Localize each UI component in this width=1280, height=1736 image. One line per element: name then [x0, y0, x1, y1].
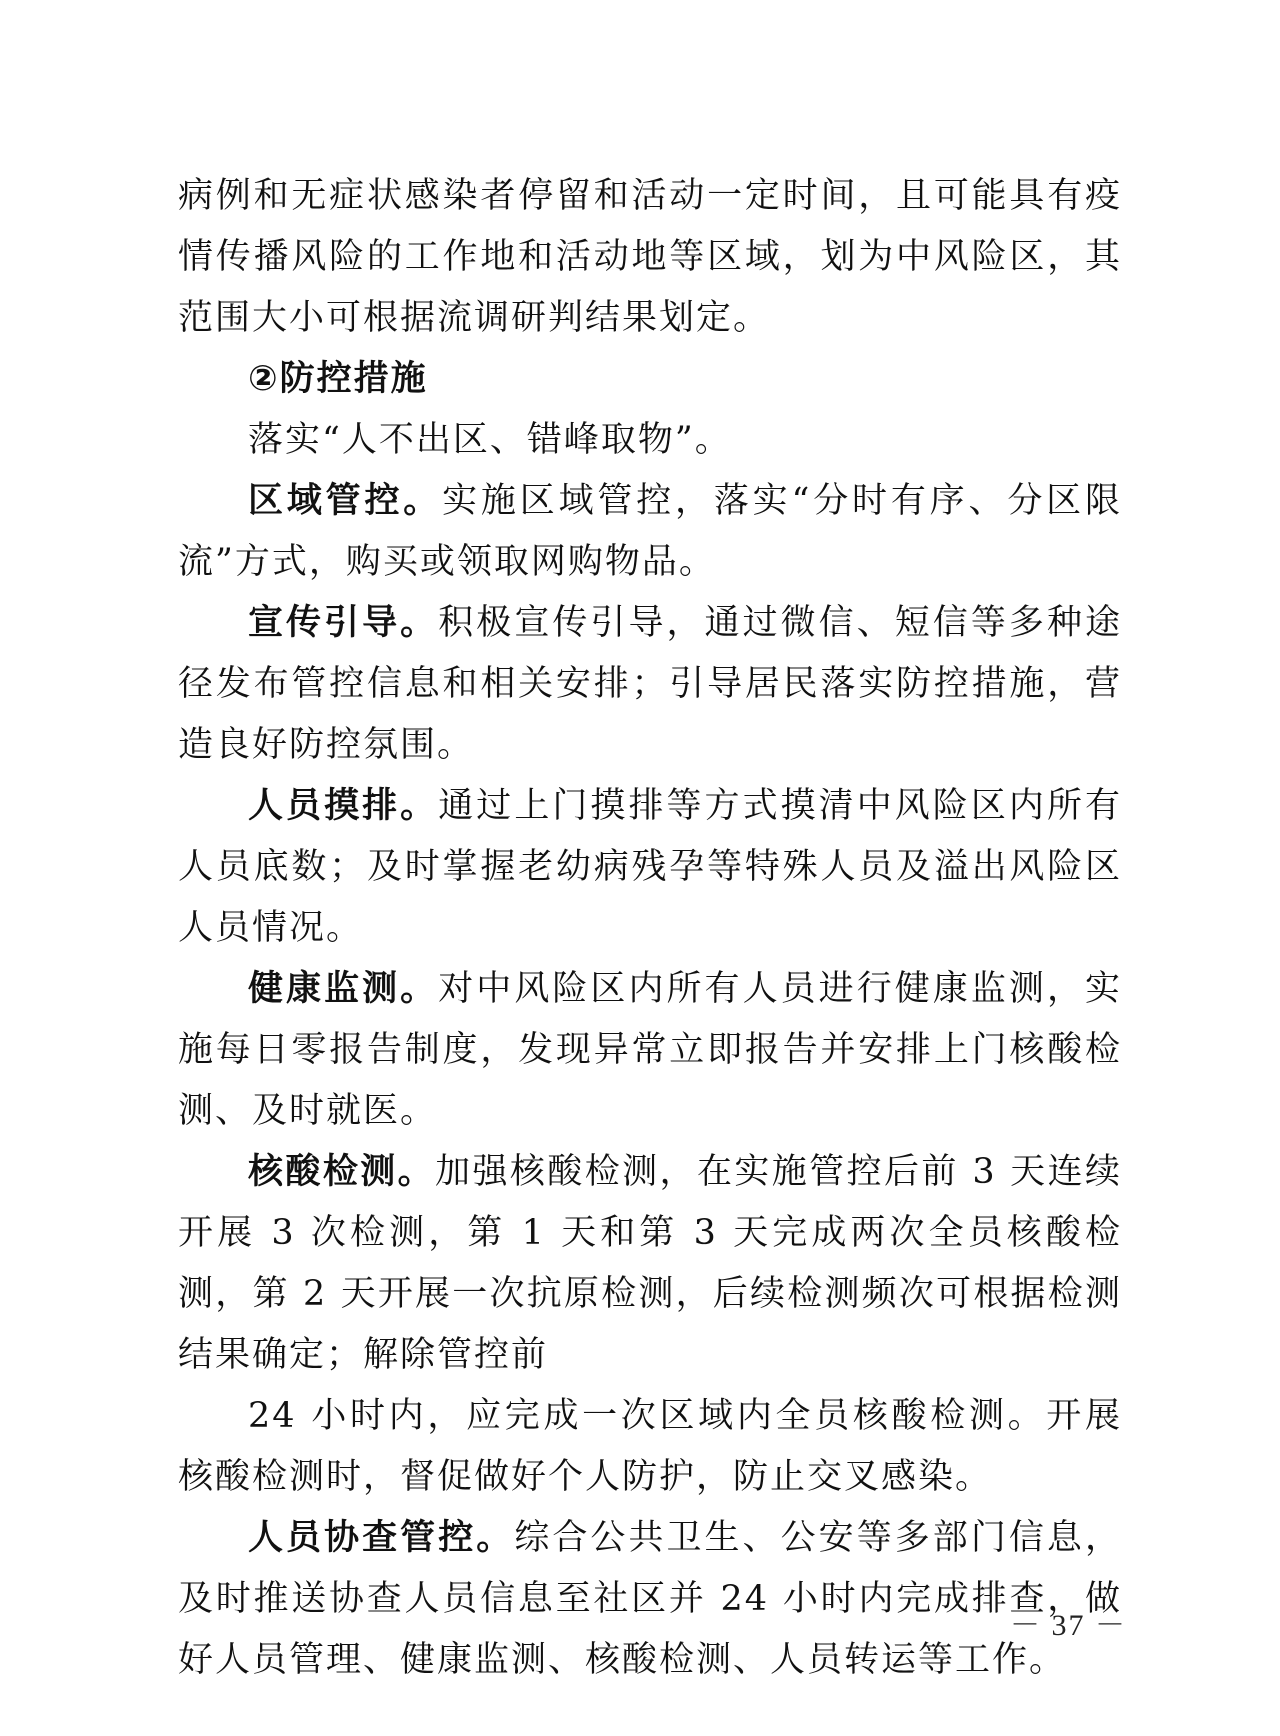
lead-health-monitoring: 健康监测。	[248, 969, 439, 1009]
lead-screening: 人员摸排。	[248, 786, 439, 826]
lead-area-control: 区域管控。	[248, 481, 443, 521]
page-number: － 37 －	[1010, 1609, 1127, 1642]
paragraph-tracing-control	[178, 1508, 1122, 1691]
text-health-monitoring: 对中风险区内所有人员进行健康监测，实施每日零报告制度，发现异常立即报告并安排上门核酸检测、及时就医。	[178, 969, 1122, 1131]
paragraph-risk-area: 病例和无症状感染者停留和活动一定时间，且可能具有疫情传播风险的工作地和活动地等区域，划为中风险区，其范围大小可根据流调研判结果划定。	[178, 176, 1122, 338]
paragraph-publicity	[178, 593, 1122, 776]
text-screening: 通过上门摸排等方式摸清中风险区内所有人员底数；及时掌握老幼病残孕等特殊人员及溢出风险区人员情况。	[178, 786, 1122, 948]
lead-nucleic-testing: 核酸检测。	[248, 1152, 436, 1192]
section-heading-control-measures: ②防控措施	[248, 359, 428, 399]
paragraph-health-monitoring	[178, 959, 1122, 1142]
paragraph-screening	[178, 776, 1122, 959]
text-nucleic-testing: 加强核酸检测，在实施管控后前 3 天连续开展 3 次检测，第 1 天和第 3 天完成两次全员核酸检测，第 2 天开展一次抗原检测，后续检测频次可根据检测结果确定；解除管控前	[178, 1152, 1122, 1375]
lead-publicity: 宣传引导。	[248, 603, 439, 643]
text-tracing-control: 综合公共卫生、公安等多部门信息，及时推送协查人员信息至社区并 24 小时内完成排查，做好人员管理、健康监测、核酸检测、人员转运等工作。	[178, 1518, 1122, 1680]
paragraph-area-control	[178, 471, 1122, 593]
text-publicity: 积极宣传引导，通过微信、短信等多种途径发布管控信息和相关安排；引导居民落实防控措施，营造良好防控氛围。	[178, 603, 1122, 765]
document-body	[178, 166, 1122, 1691]
paragraph-nucleic-testing	[178, 1142, 1122, 1386]
paragraph-nucleic-testing-continued: 24 小时内，应完成一次区域内全员核酸检测。开展核酸检测时，督促做好个人防护，防止交叉感染。	[178, 1396, 1122, 1497]
paragraph-summary: 落实“人不出区、错峰取物”。	[248, 420, 732, 460]
text-area-control: 实施区域管控，落实“分时有序、分区限流”方式，购买或领取网购物品。	[178, 481, 1122, 582]
lead-tracing-control: 人员协查管控。	[248, 1518, 515, 1558]
